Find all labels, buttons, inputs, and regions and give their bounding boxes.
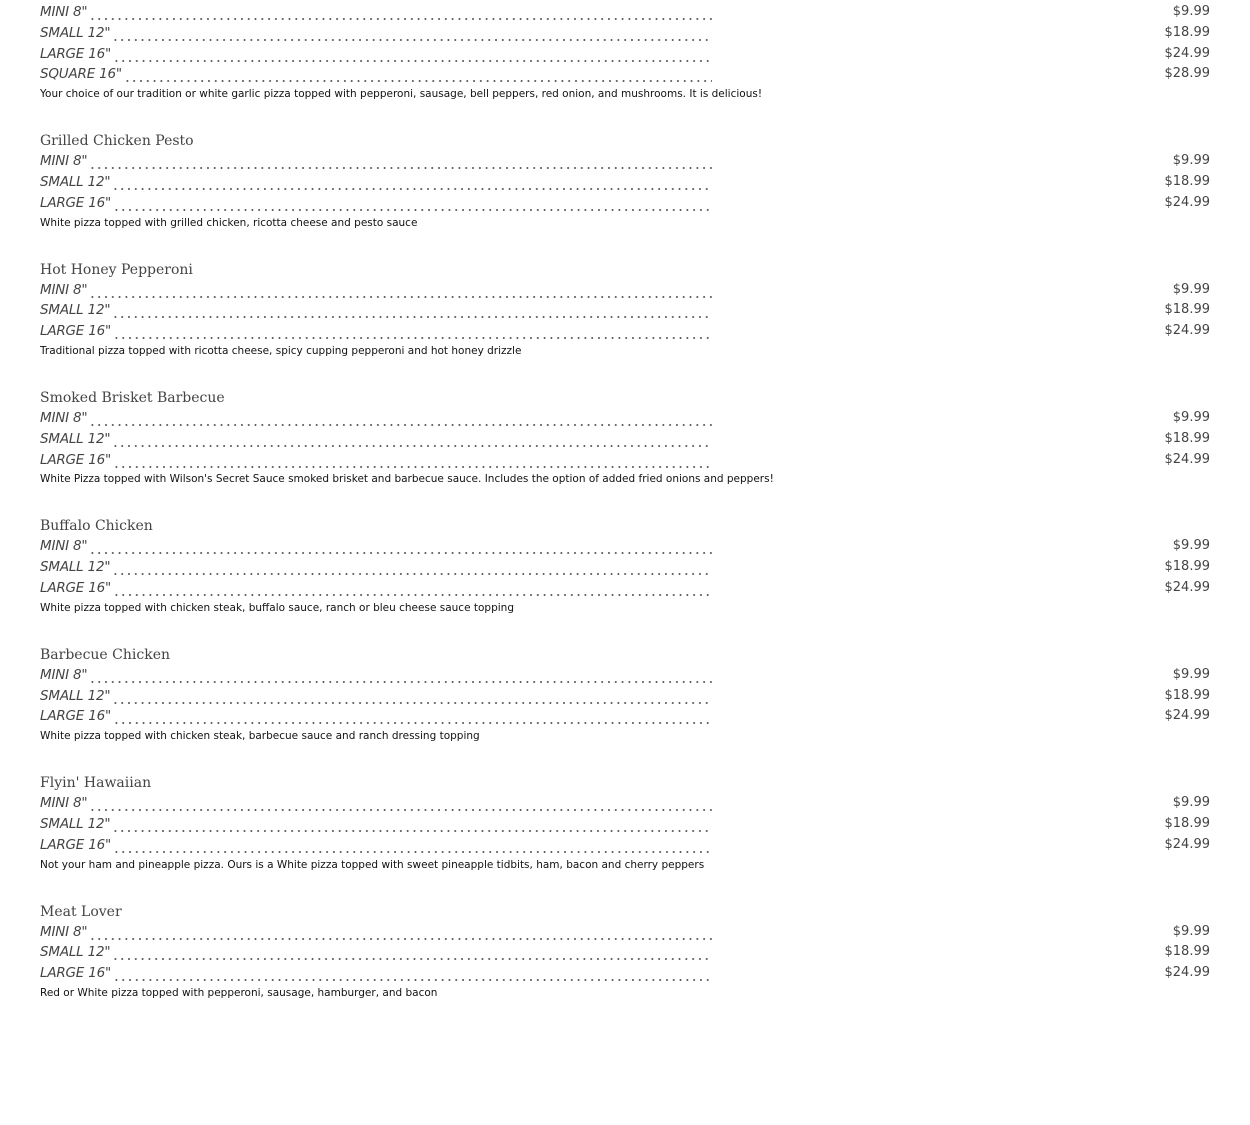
menu-item-title: Smoked Brisket Barbecue [40,389,225,406]
dot-leader [89,2,712,23]
size-price: $18.99 [1164,944,1210,960]
dot-leader [112,814,712,835]
menu-item-description: Your choice of our tradition or white garlic pizza topped with pepperoni, sausage, bell peppers, red onion, and mushrooms. It is delicious! [40,88,763,101]
dot-leader [113,963,712,984]
menu-item-first [40,2,1210,103]
size-label: SMALL 12" [40,559,111,576]
size-label: SMALL 12" [40,687,111,704]
menu-item-description: White pizza topped with chicken steak, buffalo sauce, ranch or bleu cheese sauce topping [40,601,514,614]
dot-leader [112,172,712,193]
menu-item-title: Hot Honey Pepperoni [40,261,193,278]
size-price: $24.99 [1164,836,1210,852]
price-row [40,665,1210,686]
size-label: LARGE 16" [40,965,112,982]
size-label: MINI 8" [40,923,88,940]
dot-leader [112,300,712,321]
menu-item-flyin-hawaiian [40,773,1210,873]
size-label: LARGE 16" [40,451,112,468]
menu-item-barbecue-chicken [40,645,1210,745]
dot-leader [113,193,712,214]
menu-item-description: Traditional pizza topped with ricotta cheese, spicy cupping pepperoni and hot honey drizzle [40,344,522,357]
size-price: $24.99 [1164,451,1210,467]
size-price: $18.99 [1164,430,1210,446]
dot-leader [89,922,712,943]
menu-item-title: Flyin' Hawaiian [40,775,152,792]
size-price: $24.99 [1164,708,1210,724]
dot-leader [112,557,712,578]
menu-item-description: Red or White pizza topped with pepperoni, sausage, hamburger, and bacon [40,986,438,999]
size-label: LARGE 16" [40,45,112,62]
dot-leader [89,536,712,557]
price-row [40,429,1210,450]
price-row [40,450,1210,471]
size-label: LARGE 16" [40,323,112,340]
menu-item-title: Barbecue Chicken [40,646,170,663]
size-price: $24.99 [1164,579,1210,595]
dot-leader [113,44,712,65]
price-row [40,706,1210,727]
price-row [40,963,1210,984]
size-price: $9.99 [1172,538,1210,554]
price-row [40,835,1210,856]
size-label: MINI 8" [40,795,88,812]
size-label: LARGE 16" [40,836,112,853]
price-row [40,2,1210,23]
price-row [40,321,1210,342]
size-price: $18.99 [1164,559,1210,575]
dot-leader [113,835,712,856]
size-price: $18.99 [1164,815,1210,831]
size-price: $24.99 [1164,45,1210,61]
price-row [40,686,1210,707]
dot-leader [112,429,712,450]
price-row [40,536,1210,557]
menu-item-description: White pizza topped with grilled chicken, ricotta cheese and pesto sauce [40,216,418,229]
menu-item-title: Grilled Chicken Pesto [40,133,194,150]
size-price: $24.99 [1164,965,1210,981]
menu-item-meat-lover [40,902,1210,1002]
price-row [40,300,1210,321]
price-row [40,64,1210,85]
price-row [40,280,1210,301]
size-label: SMALL 12" [40,430,111,447]
size-price: $28.99 [1164,66,1210,82]
dot-leader [89,408,712,429]
size-price: $9.99 [1172,795,1210,811]
size-label: MINI 8" [40,409,88,426]
menu-item-description: White Pizza topped with Wilson's Secret Sauce smoked brisket and barbecue sauce. Includes the option of added fried onions and peppers! [40,473,774,486]
dot-leader [112,942,712,963]
price-row [40,557,1210,578]
size-price: $24.99 [1164,194,1210,210]
price-row [40,793,1210,814]
dot-leader [89,151,712,172]
dot-leader [124,64,712,85]
size-label: LARGE 16" [40,579,112,596]
size-label: SMALL 12" [40,815,111,832]
size-label: SQUARE 16" [40,66,122,83]
size-price: $18.99 [1164,687,1210,703]
price-row [40,23,1210,44]
size-label: SMALL 12" [40,944,111,961]
menu-item-grilled-chicken-pesto [40,131,1210,231]
size-price: $9.99 [1172,153,1210,169]
price-row [40,151,1210,172]
size-price: $24.99 [1164,323,1210,339]
size-price: $18.99 [1164,24,1210,40]
size-price: $9.99 [1172,281,1210,297]
size-label: MINI 8" [40,281,88,298]
price-row [40,942,1210,963]
size-price: $18.99 [1164,302,1210,318]
size-price: $18.99 [1164,173,1210,189]
price-row [40,408,1210,429]
size-label: LARGE 16" [40,194,112,211]
menu-item-description: Not your ham and pineapple pizza. Ours is a White pizza topped with sweet pineapple tidbits, ham, bacon and cherry peppers [40,858,705,871]
size-price: $9.99 [1172,923,1210,939]
dot-leader [89,665,712,686]
size-label: MINI 8" [40,666,88,683]
dot-leader [113,321,712,342]
price-row [40,814,1210,835]
price-row [40,172,1210,193]
size-price: $9.99 [1172,409,1210,425]
dot-leader [113,706,712,727]
dot-leader [112,23,712,44]
size-label: SMALL 12" [40,173,111,190]
size-label: LARGE 16" [40,708,112,725]
price-row [40,44,1210,65]
dot-leader [113,450,712,471]
pizza-menu-list [40,2,1210,1030]
size-label: SMALL 12" [40,302,111,319]
dot-leader [112,686,712,707]
dot-leader [89,793,712,814]
menu-item-smoked-brisket-barbecue [40,388,1210,488]
price-row [40,193,1210,214]
size-price: $9.99 [1172,4,1210,19]
dot-leader [113,578,712,599]
dot-leader [89,280,712,301]
size-label: MINI 8" [40,153,88,170]
menu-item-title: Meat Lover [40,903,122,920]
menu-item-hot-honey-pepperoni [40,260,1210,360]
menu-item-description: White pizza topped with chicken steak, barbecue sauce and ranch dressing topping [40,730,480,743]
menu-item-buffalo-chicken [40,516,1210,616]
price-row [40,922,1210,943]
size-label: MINI 8" [40,4,88,20]
menu-item-title: Buffalo Chicken [40,518,153,535]
size-price: $9.99 [1172,666,1210,682]
price-row [40,578,1210,599]
size-label: SMALL 12" [40,24,111,41]
size-label: MINI 8" [40,538,88,555]
